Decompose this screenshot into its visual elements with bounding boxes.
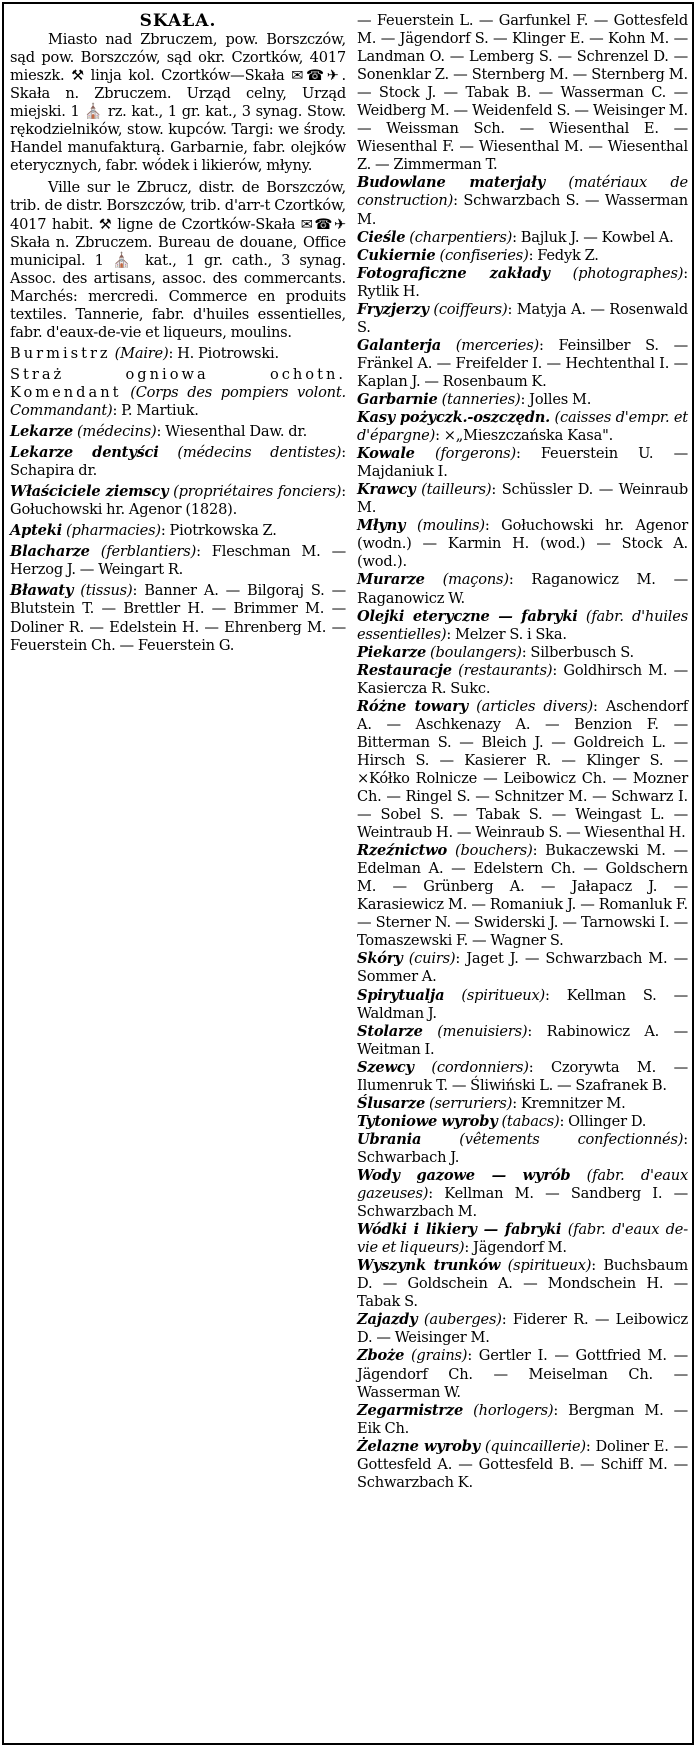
entry-translation: (vêtements confectionnés): [459, 1130, 684, 1148]
directory-entry: [357, 1167, 688, 1221]
entry-names: : Gołuchowski hr. Agenor (1828).: [10, 483, 346, 519]
directory-entry: [10, 522, 346, 540]
entry-translation: (spiritueux): [461, 986, 546, 1004]
directory-entry: [357, 409, 688, 445]
directory-entry: [10, 345, 346, 363]
entry-heading: Olejki eteryczne — fabryki: [357, 607, 578, 625]
entry-translation: (coiffeurs): [433, 300, 508, 318]
town-title: SKAŁA.: [139, 11, 217, 31]
entry-names: : P. Martiuk.: [112, 401, 199, 419]
entry-names: : Gołuchowski hr. Agenor (wodn.) — Karmin H. (wod.) — Stock A. (wod.).: [357, 517, 688, 571]
directory-entry: [357, 698, 688, 842]
entry-translation: (maçons): [442, 571, 509, 589]
directory-entry: [357, 301, 688, 337]
left-column: [10, 12, 346, 655]
entry-translation: (boulangers): [430, 643, 522, 661]
entry-heading: Młyny: [357, 517, 406, 535]
entry-heading: Różne towary: [357, 697, 469, 715]
directory-entry: [10, 366, 346, 420]
entry-heading: Garbarnie: [357, 390, 438, 408]
entry-names: : Wiesenthal Daw. dr.: [156, 423, 308, 441]
entry-names: : Feinsilber S. — Fränkel A. — Freifelder I. — Hechtenthal I. — Kaplan J. — Rosenbaum K.: [357, 336, 688, 390]
directory-entry: [357, 1059, 688, 1095]
entry-translation: (merceries): [455, 336, 539, 354]
directory-entry: [357, 391, 688, 409]
entry-translation: (médecins): [76, 423, 157, 441]
directory-entry: [10, 543, 346, 579]
entry-names: : Jägendorf M.: [464, 1239, 567, 1257]
entry-names: : Jolles M.: [520, 390, 592, 408]
entry-translation: (pharmacies): [65, 522, 161, 540]
directory-entry: [357, 229, 688, 247]
entry-names: : Jaget J. — Schwarzbach M. — Sommer A.: [357, 950, 688, 986]
directory-entry: [357, 1095, 688, 1113]
entry-names: : Raganowicz M. — Raganowicz W.: [357, 571, 688, 607]
entry-names: : Rytlik H.: [357, 264, 688, 300]
entry-heading: Murarze: [357, 571, 425, 589]
left-entry-list: [10, 345, 346, 655]
entry-names: : Bajluk J. — Kowbel A.: [512, 228, 674, 246]
entry-heading: Wody gazowe — wyrób: [357, 1167, 571, 1184]
entry-translation: (tissus): [80, 582, 133, 600]
entry-names: — Feuerstein L. — Garfunkel F. — Gottesfeld M. — Jägendorf S. — Klinger E. — Kohn M. — Landman O. — Lemberg S. — Schrenzel D. — Sonenklar Z. — Sternberg M. — Sternberg M. — Stock J. — Tabak B. — Wasserman C. — Weidberg M. — Weidenfeld S. — Weisinger M. — Weissman Sch. — Wiesenthal E. — Wiesenthal F. — Wiesenthal M. — Wiesenthal Z. — Zimmerman T.: [357, 12, 688, 174]
entry-translation: (auberges): [423, 1311, 502, 1329]
entry-translation: (bouchers): [454, 842, 533, 860]
entry-heading: Burmistrz: [10, 344, 111, 362]
directory-entry: [357, 1131, 688, 1167]
entry-names: : Buchsbaum D. — Goldschein A. — Mondschein H. — Tabak S.: [357, 1257, 688, 1311]
entry-heading: Skóry: [357, 950, 403, 968]
entry-translation: (serruriers): [428, 1094, 513, 1112]
entry-names: : Kellman S. — Waldman J.: [357, 986, 688, 1022]
directory-entry: [357, 337, 688, 391]
entry-translation: (Maire): [114, 344, 169, 362]
directory-entry: [357, 950, 688, 986]
directory-entry: [357, 517, 688, 571]
entry-translation: (cordonniers): [431, 1058, 529, 1076]
entry-names: : Schapira dr.: [10, 444, 346, 480]
entry-heading: Ubrania: [357, 1130, 422, 1148]
directory-entry: [10, 582, 346, 654]
entry-translation: (caisses d'empr. et d'épargne): [357, 409, 688, 445]
entry-heading: Lekarze dentyści: [10, 444, 159, 462]
directory-entry: [357, 644, 688, 662]
entry-names: : Gertler I. — Gottfried M. — Jägendorf Ch. — Meiselman Ch. — Wasserman W.: [357, 1347, 688, 1401]
entry-names: : H. Piotrowski.: [168, 344, 279, 362]
directory-entry: [357, 662, 688, 698]
entry-translation: (cuirs): [408, 950, 456, 968]
entry-translation: (restaurants): [458, 661, 553, 679]
directory-entry: [357, 445, 688, 481]
entry-translation: (articles divers): [476, 697, 593, 715]
entry-names: : Bukaczewski M. — Edelman A. — Edelstern Ch. — Goldschern M. — Grünberg A. — Jałapacz J. — Karasiewicz M. — Romaniuk J. — Romanluk F. — Sterner N. — Swiderski J. — Tarnowski I. — Tomaszewski F. — Wagner S.: [357, 842, 688, 950]
entry-translation: (tabacs): [501, 1112, 560, 1130]
entry-translation: (fabr. d'eaux de-vie et liqueurs): [357, 1221, 688, 1257]
entry-heading: Rzeźnictwo: [357, 842, 448, 860]
entry-names: : Schwarbach J.: [357, 1130, 688, 1166]
right-entry-list: [357, 12, 688, 1492]
entry-names: : Goldhirsch M. — Kasiercza R. Sukc.: [357, 661, 688, 697]
directory-entry: [357, 1023, 688, 1059]
entry-heading: Fryzjerzy: [357, 300, 429, 318]
intro-polish: Miasto nad Zbruczem, pow. Borszczów, sąd pow. Borszczów, sąd okr. Czortków, 4017 mieszk. ⚒ linja kol. Czortków—Skała ✉☎✈. Skała n. Zbruczem. Urząd celny, Urząd miejski. 1 ⛪ rz. kat., 1 gr. kat., 3 synag. Stow. rękodzielników, stow. kupców. Targi: we środy. Handel manufakturą. Garbarnie, fabr. olejków eterycznych, fabr. wódek i likierów, młyny.: [10, 31, 346, 175]
entry-names: : Fedyk Z.: [528, 246, 599, 264]
entry-translation: (fabr. d'eaux gazeuses): [357, 1167, 688, 1203]
directory-entry: [10, 483, 346, 519]
entry-heading: Zboże: [357, 1347, 405, 1365]
entry-translation: (ferblantiers): [100, 543, 197, 561]
entry-names: : Melzer S. i Ska.: [446, 625, 567, 643]
directory-page: [2, 2, 694, 1745]
entry-heading: Piekarze: [357, 643, 427, 661]
directory-entry: [357, 481, 688, 517]
entry-heading: Żelazne wyroby: [357, 1437, 480, 1455]
entry-heading: Ślusarze: [357, 1094, 426, 1112]
entry-translation: (photographes): [572, 264, 684, 282]
entry-heading: Kowale: [357, 445, 415, 463]
entry-heading: Wódki i likiery — fabryki: [357, 1221, 562, 1239]
entry-translation: (moulins): [416, 517, 485, 535]
directory-entry: [357, 1113, 688, 1131]
entry-heading: Bławaty: [10, 582, 74, 600]
entry-heading: Tytoniowe wyroby: [357, 1112, 498, 1130]
entry-names: : Aschendorf A. — Aschkenazy A. — Benzion F. — Bitterman S. — Bleich J. — Goldreich L. — Hirsch S. — Kasierer R. — Klinger S. — ×Kółko Rolnicze — Leibowicz Ch. — Mozner Ch. — Ringel S. — Schnitzer M. — Schwarz I. — Sobel S. — Tabak S. — Weingast L. — Weintraub H. — Weinraub S. — Wiesenthal H.: [357, 697, 688, 842]
entry-translation: (propriétaires fonciers): [173, 483, 342, 501]
entry-names: : Czorywta M. — Ilumenruk T. — Śliwiński L. — Szafranek B.: [357, 1058, 688, 1094]
directory-entry: [357, 608, 688, 644]
directory-entry: [357, 1221, 688, 1257]
entry-translation: (horlogers): [473, 1401, 554, 1419]
entry-heading: Cieśle: [357, 228, 406, 246]
entry-translation: (matériaux de construction): [357, 174, 688, 210]
directory-entry: [10, 423, 346, 441]
entry-names: : Feuerstein U. — Majdaniuk I.: [357, 445, 688, 481]
entry-heading: Restauracje: [357, 661, 452, 679]
entry-translation: (tailleurs): [421, 481, 492, 499]
entry-heading: Galanterja: [357, 336, 441, 354]
entry-translation: (quincaillerie): [484, 1437, 586, 1455]
directory-entry: [357, 1257, 688, 1311]
entry-heading: Kasy pożyczk.-oszczędn.: [357, 409, 551, 427]
entry-heading: Cukiernie: [357, 246, 436, 264]
entry-translation: (forgerons): [434, 445, 516, 463]
entry-names: : Schwarzbach S. — Wasserman M.: [357, 192, 688, 228]
directory-entry: [357, 265, 688, 301]
entry-heading: Wyszynk trunków: [357, 1257, 501, 1275]
entry-translation: (confiseries): [439, 246, 529, 264]
directory-entry: [357, 987, 688, 1023]
entry-names: : Doliner E. — Gottesfeld A. — Gottesfeld B. — Schiff M. — Schwarzbach K.: [357, 1437, 688, 1491]
entry-names: : Schüssler D. — Weinraub M.: [357, 481, 688, 517]
entry-heading: Fotograficzne zakłady: [357, 264, 550, 282]
entry-heading: Budowlane materjały: [357, 174, 545, 192]
entry-names: : Fleschman M. — Herzog J. — Weingart R.: [10, 543, 346, 579]
entry-heading: Właściciele ziemscy: [10, 483, 169, 501]
entry-names: : Banner A. — Bilgoraj S. — Blutstein T. — Brettler H. — Brimmer M. — Doliner R. — Edelstein H. — Ehrenberg M. — Feuerstein Ch. — Feuerstein G.: [10, 582, 346, 654]
entry-heading: Szewcy: [357, 1058, 414, 1076]
intro-french: Ville sur le Zbrucz, distr. de Borszczów, trib. de distr. Borszczów, trib. d'arr-t Czortków, 4017 habit. ⚒ ligne de Czortków-Skała ✉☎✈ Skała n. Zbruczem. Bureau de douane, Office municipal. 1 ⛪ kat., 1 gr. cath., 3 synag. Assoc. des artisans, assoc. des commercants. Marchés: mercredi. Commerce en produits textiles. Tannerie, fabr. d'huiles essentielles, fabr. d'eaux-de-vie et liqueurs, moulins.: [10, 179, 346, 341]
entry-heading: Straż ogniowa ochotn. Komendant: [10, 365, 346, 401]
directory-entry: [357, 12, 688, 174]
entry-translation: (charpentiers): [409, 228, 513, 246]
entry-heading: Blacharze: [10, 543, 90, 561]
entry-heading: Krawcy: [357, 481, 416, 499]
entry-names: : Kremnitzer M.: [512, 1094, 626, 1112]
entry-translation: (fabr. d'huiles essentielles): [357, 607, 688, 643]
entry-heading: Spirytualja: [357, 986, 445, 1004]
entry-heading: Stolarze: [357, 1022, 423, 1040]
entry-names: : Silberbusch S.: [521, 643, 634, 661]
entry-names: : Rabinowicz A. — Weitman I.: [357, 1022, 688, 1058]
directory-entry: [357, 1402, 688, 1438]
entry-translation: (médecins dentistes): [177, 444, 342, 462]
directory-entry: [357, 1438, 688, 1492]
entry-translation: (menuisiers): [437, 1022, 528, 1040]
directory-entry: [357, 247, 688, 265]
entry-heading: Zajazdy: [357, 1311, 418, 1329]
directory-entry: [357, 1311, 688, 1347]
directory-entry: [357, 174, 688, 228]
directory-entry: [357, 842, 688, 950]
entry-names: : ×„Mieszczańska Kasa".: [435, 427, 614, 445]
directory-entry: [357, 571, 688, 607]
entry-names: : Kellman M. — Sandberg I. — Schwarzbach M.: [357, 1185, 688, 1221]
entry-names: : Fiderer R. — Leibowicz D. — Weisinger M.: [357, 1311, 688, 1347]
entry-heading: Apteki: [10, 522, 63, 540]
entry-names: : Piotrkowska Z.: [160, 522, 277, 540]
directory-entry: [10, 444, 346, 480]
entry-heading: Lekarze: [10, 423, 73, 441]
entry-translation: (Corps des pompiers volont. Commandant): [10, 383, 346, 419]
entry-translation: (spiritueux): [507, 1257, 592, 1275]
directory-entry: [357, 1347, 688, 1401]
entry-heading: Zegarmistrze: [357, 1401, 464, 1419]
entry-names: : Bergman M. — Eik Ch.: [357, 1401, 688, 1437]
entry-translation: (grains): [410, 1347, 468, 1365]
right-column: [357, 12, 688, 1492]
entry-names: : Ollinger D.: [559, 1112, 647, 1130]
entry-names: : Matyja A. — Rosenwald S.: [357, 300, 688, 336]
entry-translation: (tanneries): [441, 390, 521, 408]
